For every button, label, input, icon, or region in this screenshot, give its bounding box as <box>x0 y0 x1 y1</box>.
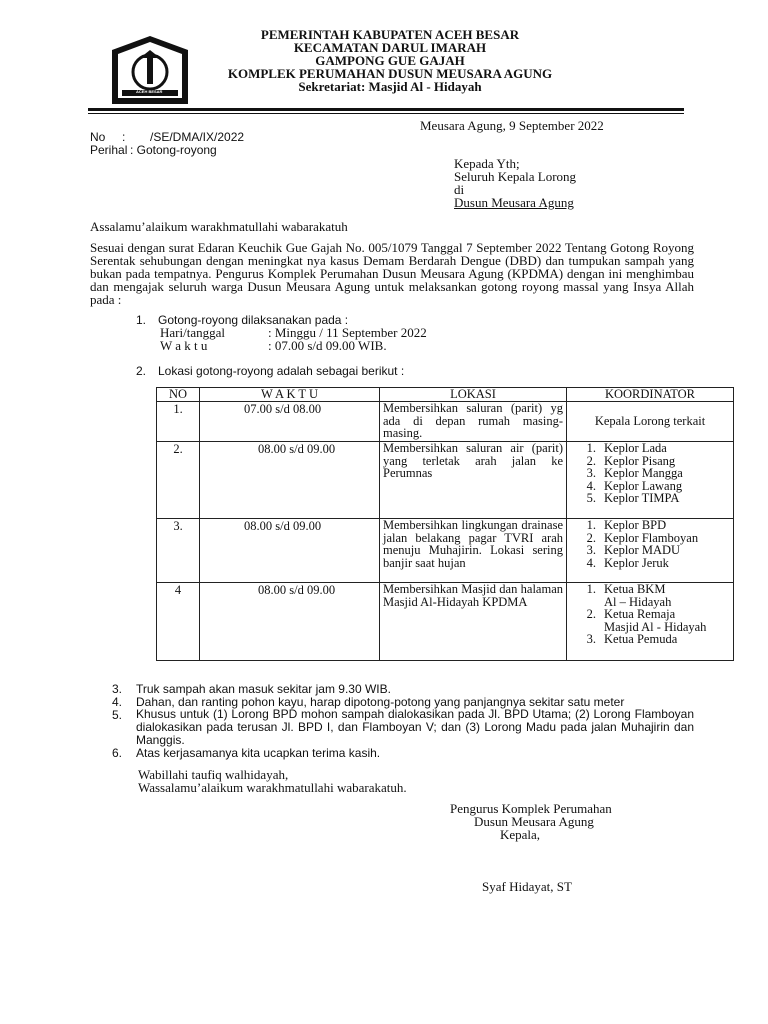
row3-no: 3. <box>157 519 200 583</box>
row1-no: 1. <box>157 402 200 442</box>
item4-text: Dahan, dan ranting pohon kayu, harap dipotong-potong yang panjangnya sekitar satu meter <box>136 695 625 709</box>
header-rule-thick <box>88 108 684 111</box>
row3-waktu: 08.00 s/d 09.00 <box>200 519 380 583</box>
list-item: 1. Keplor Lada <box>586 441 667 455</box>
closing-line2: Wassalamu’alaikum warakhmatullahi wabarakatuh. <box>138 780 407 795</box>
list-item: 5. Keplor TIMPA <box>586 491 680 505</box>
header-no: NO <box>157 388 200 402</box>
row2-waktu: 08.00 s/d 09.00 <box>200 442 380 519</box>
day-value: : Minggu / 11 September 2022 <box>268 325 427 340</box>
item2-text: Lokasi gotong-royong adalah sebagai berikut : <box>158 364 405 378</box>
recipient-line2: Seluruh Kepala Lorong <box>454 169 577 184</box>
row4-koordinator <box>567 583 734 661</box>
day-label: Hari/tanggal <box>160 325 225 340</box>
item2-number: 2. <box>136 364 147 378</box>
header-waktu: W A K T U <box>200 388 380 402</box>
item5-number: 5. <box>112 708 123 722</box>
table-row <box>157 519 734 583</box>
header-lokasi: LOKASI <box>380 388 567 402</box>
table-row <box>157 583 734 661</box>
list-item: 2. Keplor Flamboyan <box>586 530 699 545</box>
schedule-table <box>156 387 734 661</box>
emblem-icon <box>110 34 190 106</box>
item3-number: 3. <box>112 682 123 696</box>
header-rule-thin <box>88 113 684 114</box>
recipient-line4: Dusun Meusara Agung <box>454 195 574 210</box>
row4-waktu: 08.00 s/d 09.00 <box>200 583 380 661</box>
list-item: 3. Keplor Mangga <box>586 466 683 480</box>
item4-number: 4. <box>112 695 123 709</box>
item1-number: 1. <box>136 313 147 327</box>
greeting: Assalamu’alaikum warakhmatullahi wabarakatuh <box>90 219 348 234</box>
list-item: 1. Ketua BKM <box>586 582 666 596</box>
row2-lokasi: Membersihkan saluran air (parit) yang terletak arah jalan ke Perumnas <box>380 442 567 519</box>
list-item: 1. Keplor BPD <box>586 518 667 532</box>
list-item: 4. Keplor Lawang <box>586 478 683 493</box>
no-value: /SE/DMA/IX/2022 <box>150 130 245 144</box>
perihal-value: : Gotong-royong <box>130 143 217 157</box>
row4-lokasi: Membersihkan Masjid dan halaman Masjid Al-Hidayah KPDMA <box>380 583 567 661</box>
recipient-line3: di <box>454 182 465 197</box>
letterhead-line2: KECAMATAN DARUL IMARAH <box>293 40 487 55</box>
header-koordinator: KOORDINATOR <box>567 388 734 402</box>
row2-koordinator <box>567 442 734 519</box>
item6-number: 6. <box>112 746 123 760</box>
item3-text: Truk sampah akan masuk sekitar jam 9.30 WIB. <box>136 682 391 696</box>
list-item: 4. Keplor Jeruk <box>586 555 669 570</box>
list-item: Masjid Al - Hidayah <box>604 619 707 634</box>
aceh-besar-logo <box>110 34 190 106</box>
table-row <box>157 402 734 442</box>
row3-lokasi: Membersihkan lingkungan drainase jalan belakang pagar TVRI arah menuju Muhajirin. Lokasi sering banjir saat hujan <box>380 519 567 583</box>
row1-lokasi: Membersihkan saluran (parit) yg ada di depan rumah masing-masing. <box>380 402 567 442</box>
no-separator: : <box>122 130 126 144</box>
list-item: 2. Keplor Pisang <box>586 453 676 468</box>
letterhead-line1: PEMERINTAH KABUPATEN ACEH BESAR <box>260 27 520 42</box>
recipient-line1: Kepada Yth; <box>454 156 520 171</box>
item1-text: Gotong-royong dilaksanakan pada : <box>158 313 349 327</box>
table-header-row <box>157 388 734 402</box>
list-item: 3. Keplor MADU <box>586 543 681 557</box>
list-item: Al – Hidayah <box>604 594 672 609</box>
time-label: W a k t u <box>160 338 208 353</box>
row1-waktu: 07.00 s/d 08.00 <box>200 402 380 442</box>
signature-line3: Kepala, <box>500 827 541 842</box>
place-date: Meusara Agung, 9 September 2022 <box>420 118 604 133</box>
no-label: No <box>90 130 106 144</box>
closing-line1: Wabillahi taufiq walhidayah, <box>138 767 289 782</box>
row2-no: 2. <box>157 442 200 519</box>
table-row <box>157 442 734 519</box>
item5-text: Khusus untuk (1) Lorong BPD mohon sampah dialokasikan pada Jl. BPD Utama; (2) Lorong Flamboyan dialokasikan pada terusan Jl. BPD I, dan Flamboyan V; dan (3) Lorong Madu pada jalan Muhajirin dan Manggis. <box>136 707 694 747</box>
letterhead-line5: Sekretariat: Masjid Al - Hidayah <box>298 79 482 94</box>
signature-line1: Pengurus Komplek Perumahan <box>450 801 612 816</box>
intro-paragraph: Sesuai dengan surat Edaran Keuchik Gue Gajah No. 005/1079 Tanggal 7 September 2022 Tentang Gotong Royong Serentak sehubungan dengan meningkat nya kasus Demam Berdarah Dengue (DBD) dan tumpukan sampah yang bukan pada tempatnya. Pengurus Komplek Perumahan Dusun Meusara Agung (KPDMA) dengan ini menghimbau dan mengajak seluruh warga Dusun Meusara Agung untuk melaksankan gotong royong massal yang Insya Allah pada : <box>90 240 694 307</box>
signature-line2: Dusun Meusara Agung <box>474 814 594 829</box>
row3-koordinator <box>567 519 734 583</box>
row4-no: 4 <box>157 583 200 661</box>
list-item: 2. Ketua Remaja <box>586 607 676 621</box>
letterhead-line4: KOMPLEK PERUMAHAN DUSUN MEUSARA AGUNG <box>227 66 553 81</box>
list-item: 3. Ketua Pemuda <box>586 632 678 646</box>
time-value: : 07.00 s/d 09.00 WIB. <box>268 338 387 353</box>
item6-text: Atas kerjasamanya kita ucapkan terima kasih. <box>136 746 381 760</box>
row1-koordinator: Kepala Lorong terkait <box>567 402 734 442</box>
letterhead-line3: GAMPONG GUE GAJAH <box>315 53 465 68</box>
signatory-name: Syaf Hidayat, ST <box>482 879 572 894</box>
logo-caption: ACEH BESAR <box>136 89 163 94</box>
perihal-label: Perihal <box>90 143 128 157</box>
